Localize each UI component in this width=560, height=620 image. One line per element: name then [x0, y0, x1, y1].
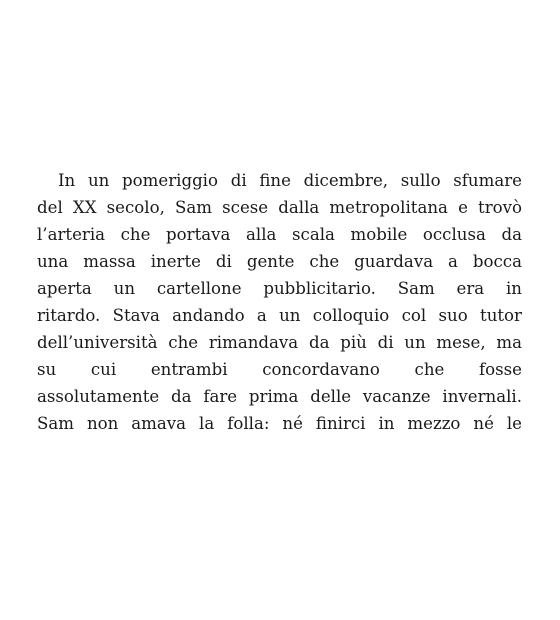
- text-line: ritardo. Stava andando a un colloquio col suo tutor: [37, 306, 522, 325]
- text-line: una massa inerte di gente che guardava a bocca: [37, 252, 522, 271]
- text-line: assolutamente da fare prima delle vacanze invernali.: [37, 387, 522, 406]
- text-line: In un pomeriggio di fine dicembre, sullo sfumare: [58, 171, 522, 190]
- text-line: su cui entrambi concordavano che fosse: [37, 360, 522, 379]
- text-line: Sam non amava la folla: né finirci in mezzo né le: [37, 414, 522, 433]
- paragraph: [37, 167, 522, 437]
- text-line: del XX secolo, Sam scese dalla metropolitana e trovò: [37, 198, 522, 217]
- text-line: l’arteria che portava alla scala mobile occlusa da: [37, 225, 522, 244]
- text-line: dell’università che rimandava da più di un mese, ma: [37, 333, 522, 352]
- text-line: aperta un cartellone pubblicitario. Sam era in: [37, 279, 522, 298]
